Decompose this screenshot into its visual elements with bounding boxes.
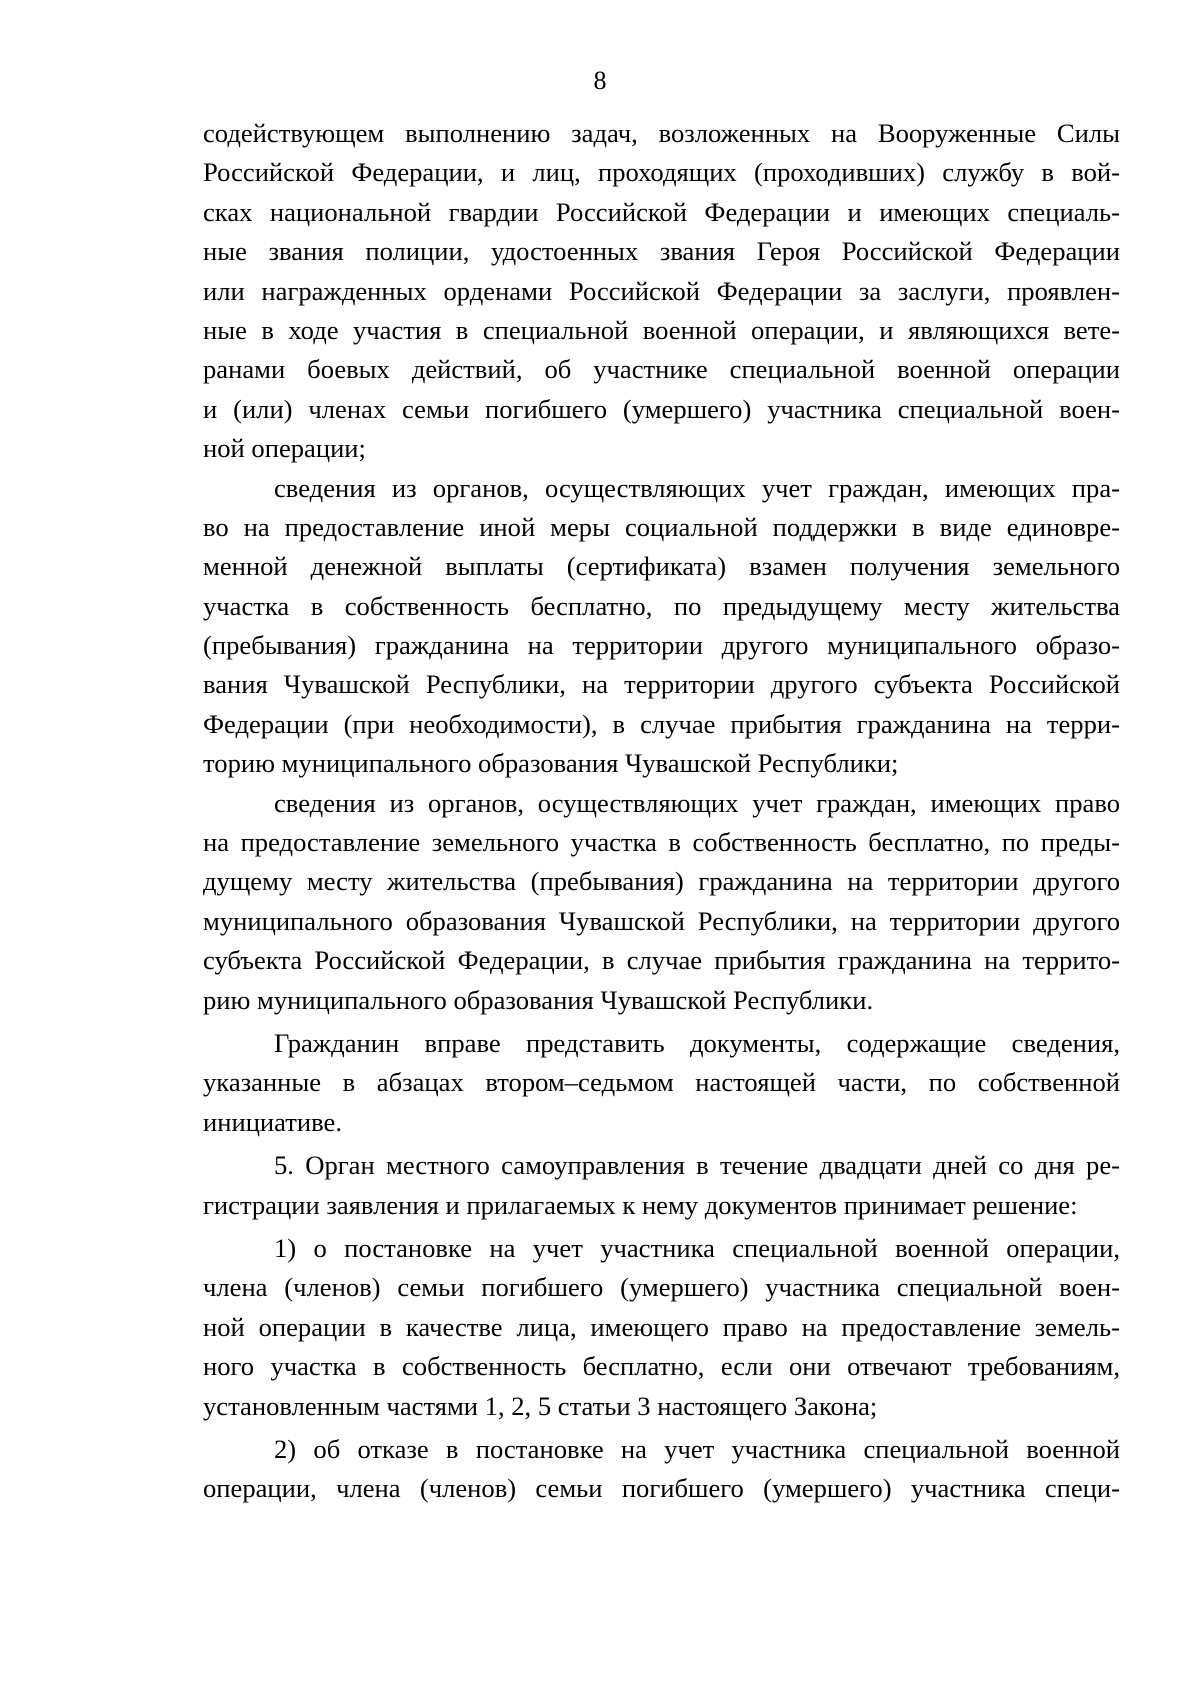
text-line: рию муниципального образования Чувашской Республики. xyxy=(203,984,874,1015)
text-line: ной операции в качестве лица, имеющего право на предоставление земель- xyxy=(203,1311,1120,1342)
page-number: 8 xyxy=(593,66,607,95)
text-line: 1) о постановке на учет участника специальной военной операции, xyxy=(274,1232,1120,1263)
text-line: менной денежной выплаты (сертификата) взамен получения земельного xyxy=(203,551,1120,582)
text-line: ной операции; xyxy=(203,433,366,464)
paragraph-item-1 xyxy=(203,1229,1120,1426)
text-line: торию муниципального образования Чувашской Республики; xyxy=(203,748,899,779)
text-line: установленным частями 1, 2, 5 статьи 3 настоящего Закона; xyxy=(203,1390,878,1421)
text-line: члена (членов) семьи погибшего (умершего) участника специальной воен- xyxy=(203,1272,1120,1303)
text-line: и (или) членах семьи погибшего (умершего) участника специальной воен- xyxy=(203,393,1120,424)
paragraph-land-plot-info xyxy=(203,784,1120,1020)
text-line: 5. Орган местного самоуправления в течение двадцати дней со дня ре- xyxy=(274,1150,1120,1181)
text-line: 2) об отказе в постановке на учет участника специальной военной xyxy=(274,1433,1120,1464)
text-line: сведения из органов, осуществляющих учет граждан, имеющих право xyxy=(274,787,1120,818)
text-line: во на предоставление иной меры социальной поддержки в виде единовре- xyxy=(203,511,1120,542)
text-line: ного участка в собственность бесплатно, если они отвечают требованиям, xyxy=(203,1351,1120,1382)
text-line: на предоставление земельного участка в собственность бесплатно, по преды- xyxy=(203,827,1120,858)
text-line: дущему месту жительства (пребывания) гражданина на территории другого xyxy=(203,866,1120,897)
paragraph-item-2 xyxy=(203,1430,1120,1509)
text-line: операции, члена (членов) семьи погибшего (умершего) участника специ- xyxy=(203,1473,1120,1504)
text-line: (пребывания) гражданина на территории другого муниципального образо- xyxy=(203,630,1120,661)
text-line: сках национальной гвардии Российской Федерации и имеющих специаль- xyxy=(203,196,1120,227)
paragraph-section-5 xyxy=(203,1146,1120,1225)
text-line: указанные в абзацах втором–седьмом настоящей части, по собственной xyxy=(203,1067,1120,1098)
text-line: Российской Федерации, и лиц, проходящих (проходивших) службу в вой- xyxy=(203,157,1120,188)
text-line: гистрации заявления и прилагаемых к нему документов принимает решение: xyxy=(203,1189,1078,1220)
text-line: ные в ходе участия в специальной военной операции, и являющихся вете- xyxy=(203,314,1120,345)
text-line: участка в собственность бесплатно, по предыдущему месту жительства xyxy=(203,590,1120,621)
text-line: ранами боевых действий, об участнике специальной военной операции xyxy=(203,354,1120,385)
text-line: вания Чувашской Республики, на территории другого субъекта Российской xyxy=(203,669,1120,700)
text-line: Федерации (при необходимости), в случае прибытия гражданина на терри- xyxy=(203,708,1120,739)
text-line: ные звания полиции, удостоенных звания Героя Российской Федерации xyxy=(203,236,1120,267)
text-line: сведения из органов, осуществляющих учет граждан, имеющих пра- xyxy=(274,472,1120,503)
paragraph-certificate-info xyxy=(203,469,1120,784)
text-line: субъекта Российской Федерации, в случае прибытия гражданина на террито- xyxy=(203,945,1120,976)
text-line: или награжденных орденами Российской Федерации за заслуги, проявлен- xyxy=(203,275,1120,306)
paragraph-veterans-info xyxy=(203,114,1120,469)
document-body xyxy=(203,114,1120,1509)
text-line: Гражданин вправе представить документы, содержащие сведения, xyxy=(274,1027,1120,1058)
paragraph-citizen-right xyxy=(203,1024,1120,1142)
text-line: инициативе. xyxy=(203,1106,342,1137)
text-line: муниципального образования Чувашской Республики, на территории другого xyxy=(203,905,1120,936)
text-line: содействующем выполнению задач, возложенных на Вооруженные Силы xyxy=(203,118,1120,148)
